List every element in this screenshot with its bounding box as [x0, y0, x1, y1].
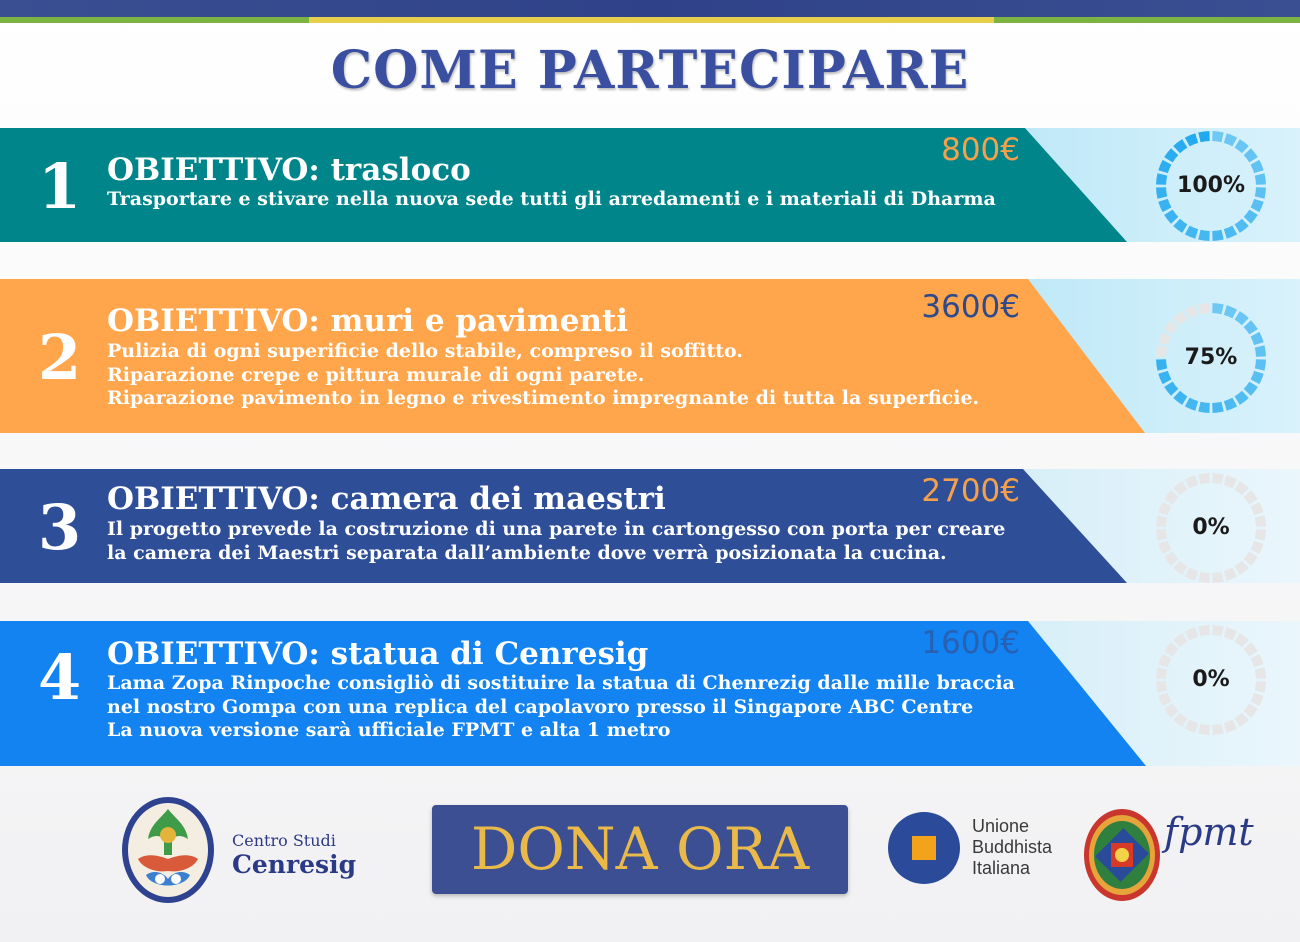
goal-1: [0, 128, 1300, 242]
goal-2-amount: 3600€: [921, 289, 1020, 325]
goal-4-number: 4: [38, 641, 82, 714]
goal-1-description: [107, 188, 996, 212]
goal-3-title: OBIETTIVO: camera dei maestri: [107, 481, 666, 517]
goal-1-line: Trasportare e stivare nella nuova sede tutti gli arredamenti e i materiali di Dharma: [107, 188, 996, 210]
goal-1-amount: 800€: [941, 132, 1020, 168]
page-title: COME PARTECIPARE: [330, 40, 970, 101]
goal-2-line: Riparazione crepe e pittura murale di ogni parete.: [107, 363, 645, 386]
goal-4-title: OBIETTIVO: statua di Cenresig: [107, 636, 649, 672]
goal-3: [0, 469, 1300, 583]
unione-buddhista-italiana-name: [972, 816, 1052, 879]
fpmt-mandala-logo: [1083, 805, 1161, 905]
goal-4-description: [107, 672, 1015, 743]
centro-studi-cenresig-logo: [120, 795, 216, 905]
goal-3-line: la camera dei Maestri separata dall’ambiente dove verrà posizionata la cucina.: [107, 541, 947, 564]
goal-2-number: 2: [38, 321, 82, 394]
goal-1-progress-label: 100%: [1177, 173, 1245, 198]
goal-4-amount: 1600€: [921, 625, 1020, 661]
goal-4-line: nel nostro Gompa con una replica del capolavoro presso il Singapore ABC Centre: [107, 695, 974, 718]
goal-2-description: [107, 340, 979, 411]
goal-4-line: Lama Zopa Rinpoche consigliò di sostituire la statua di Chenrezig dalle mille braccia: [107, 672, 1015, 694]
goal-2: [0, 279, 1300, 433]
fpmt-wordmark: fpmt: [1164, 810, 1254, 854]
goal-3-line: Il progetto prevede la costruzione di una parete in cartongesso con porta per creare: [107, 518, 1006, 540]
goal-1-number: 1: [38, 150, 82, 223]
ubi-line: Unione: [972, 816, 1030, 836]
donate-button[interactable]: DONA ORA: [432, 805, 848, 894]
goal-3-progress-label: 0%: [1192, 515, 1230, 540]
centro-name-line2: Cenresig: [232, 850, 357, 879]
goal-1-title: OBIETTIVO: trasloco: [107, 152, 471, 188]
goal-2-progress-ring: [1153, 300, 1269, 416]
goal-2-progress-label: 75%: [1184, 345, 1238, 370]
goal-4-progress-label: 0%: [1192, 667, 1230, 692]
top-stripe: [0, 0, 1300, 24]
ubi-line: Buddhista: [972, 837, 1053, 857]
unione-buddhista-italiana-logo: [888, 812, 960, 884]
goal-2-title: OBIETTIVO: muri e pavimenti: [107, 303, 629, 339]
goal-4-line: La nuova versione sarà ufficiale FPMT e alta 1 metro: [107, 719, 671, 741]
goal-3-description: [107, 518, 1005, 565]
goal-2-line: Riparazione pavimento in legno e rivestimento impregnante di tutta la superficie.: [107, 387, 980, 409]
goal-2-line: Pulizia di ogni superificie dello stabile, compreso il soffitto.: [107, 340, 743, 362]
centro-name-line1: Centro Studi: [232, 831, 336, 850]
ubi-line: Italiana: [972, 858, 1031, 878]
goal-3-amount: 2700€: [921, 473, 1020, 509]
goal-4-progress-ring: [1153, 622, 1269, 738]
goal-1-progress-ring: [1153, 128, 1269, 244]
goal-4: [0, 621, 1300, 766]
goal-3-number: 3: [38, 491, 82, 564]
centro-studi-cenresig-name: [232, 831, 356, 879]
goal-3-progress-ring: [1153, 470, 1269, 586]
